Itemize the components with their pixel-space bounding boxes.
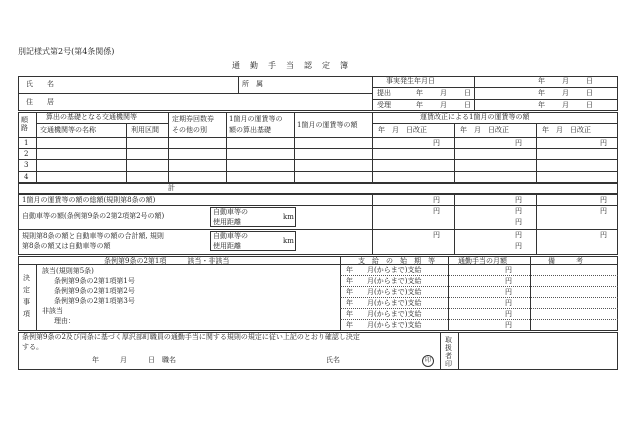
km-unit: km [283, 213, 294, 221]
row-number: 2 [24, 150, 29, 158]
km-unit: km [283, 237, 294, 245]
remarks-header: 備 考 [548, 257, 583, 265]
monthly-basis-label-1: 1箇月の運賃等の [229, 115, 283, 123]
reason-label: 理由： [54, 317, 75, 325]
event-day: 日 [586, 77, 593, 85]
ticket-label-1: 定期券回数券 [172, 115, 214, 123]
name-label: 氏 名 [26, 80, 54, 88]
yen-unit: 円 [505, 266, 512, 274]
rev2-year: 年 [538, 101, 545, 109]
yen-unit: 円 [433, 139, 440, 147]
dept-field[interactable] [296, 78, 370, 91]
submit-month: 月 [440, 89, 447, 97]
car-amount-label: 自動車等の額(条例第9条の2第2項第2号の額) [22, 212, 165, 220]
confirmation-statement-cont: する。 [22, 343, 43, 351]
car-distance-label: 自動車等の [213, 208, 248, 216]
row-number: 3 [24, 161, 29, 169]
pay-text: 年 月(からまで)支給 [346, 277, 422, 285]
date-title-line: 年 月 日 職名 [92, 356, 176, 364]
total-fare-label: 1箇月の運賃等の額の総額(規則第8条の額) [22, 196, 156, 204]
yen-unit: 円 [505, 310, 512, 318]
revised-date-2: 年 月 日改正 [460, 126, 509, 134]
rev-year: 年 [538, 89, 545, 97]
rev-month: 月 [562, 89, 569, 97]
combined-label-1: 規則第8条の額と自動車等の額の合計額, 規則 [22, 232, 164, 240]
accept-year: 年 [416, 101, 423, 109]
event-date-label: 事実発生年月日 [386, 77, 435, 85]
accept-label: 受理 [377, 101, 391, 109]
pay-text: 年 月(からまで)支給 [346, 288, 422, 296]
seal-mark: 印 [422, 355, 434, 367]
yen-unit: 円 [433, 231, 440, 239]
page-title: 通 勤 手 当 認 定 簿 [232, 61, 349, 70]
yen-unit: 円 [515, 207, 522, 215]
submit-label: 提出 [377, 89, 391, 97]
yen-unit: 円 [515, 242, 522, 250]
item-2-label: 条例第9条の2第1項第2号 [54, 287, 135, 295]
confirmation-statement: 条例第9条の2及び同条に基づく厚沢部町職員の通勤手当に関する規則の規定に従い上記のとおり確認し決定 [22, 333, 360, 341]
form-label: 別記様式第2号(第4条関係) [18, 47, 115, 56]
car-distance-label: 使用距離 [213, 242, 241, 250]
yen-unit: 円 [505, 288, 512, 296]
dept-label: 所 属 [242, 80, 263, 88]
car-distance-label: 自動車等の [213, 232, 248, 240]
yen-unit: 円 [600, 207, 607, 215]
pay-text: 年 月(からまで)支給 [346, 321, 422, 329]
row-number: 4 [24, 173, 29, 181]
accept-day: 日 [464, 101, 471, 109]
row-number: 1 [24, 139, 29, 147]
transport-name-label: 交通機関等の名称 [40, 126, 96, 134]
event-year: 年 [538, 77, 545, 85]
confirmer-stamp-area[interactable] [460, 334, 616, 368]
start-header: 支 給 の 始 期 等 [358, 257, 435, 265]
yen-unit: 円 [600, 139, 607, 147]
yen-unit: 円 [505, 321, 512, 329]
yen-unit: 円 [515, 196, 522, 204]
yen-unit: 円 [600, 231, 607, 239]
revised-date-1: 年 月 日改正 [378, 126, 427, 134]
revised-date-3: 年 月 日改正 [542, 126, 591, 134]
monthly-amount-label: 1箇月の運賃等の額 [297, 121, 358, 129]
item-1-label: 条例第9条の2第1項第1号 [54, 277, 135, 285]
rev2-day: 日 [586, 101, 593, 109]
yen-unit: 円 [515, 139, 522, 147]
rev-day: 日 [586, 89, 593, 97]
rev2-month: 月 [562, 101, 569, 109]
not-applicable-label: 非該当 [42, 307, 63, 315]
yen-unit: 円 [600, 196, 607, 204]
submit-year: 年 [416, 89, 423, 97]
revised-label: 運賃改正による1箇月の運賃等の額 [420, 113, 530, 121]
confirmer-stamp-label: 取扱者印 [445, 336, 452, 368]
yen-unit: 円 [515, 218, 522, 226]
address-field[interactable] [96, 96, 370, 109]
item-3-label: 条例第9条の2第1項第3号 [54, 297, 135, 305]
total-label: 計 [168, 184, 175, 192]
combined-label-2: 第8条の額又は自動車等の額 [22, 242, 111, 250]
yen-unit: 円 [505, 299, 512, 307]
name-field[interactable] [96, 78, 236, 91]
yen-unit: 円 [433, 207, 440, 215]
monthly-basis-label-2: 額の算出基礎 [229, 126, 271, 134]
pay-text: 年 月(からまで)支給 [346, 310, 422, 318]
total-row [18, 183, 618, 194]
address-label: 住 居 [26, 98, 54, 106]
submit-day: 日 [464, 89, 471, 97]
basis-label: 算出の基礎となる交通機関等 [46, 113, 137, 121]
order-label: 順路 [21, 116, 28, 132]
yen-unit: 円 [515, 231, 522, 239]
pay-text: 年 月(からまで)支給 [346, 299, 422, 307]
ticket-label-2: その他の別 [172, 126, 207, 134]
yen-unit: 円 [433, 196, 440, 204]
yen-unit: 円 [505, 277, 512, 285]
monthly-header: 通勤手当の月額 [458, 257, 507, 265]
decision-label: 決定事項 [23, 274, 30, 318]
applicable-header: 条例第9条の2第1項 該当・非該当 [104, 257, 230, 265]
signature-label: 氏名 [326, 356, 340, 364]
pay-text: 年 月(からまで)支給 [346, 266, 422, 274]
car-distance-label: 使用距離 [213, 218, 241, 226]
accept-month: 月 [440, 101, 447, 109]
event-month: 月 [562, 77, 569, 85]
section-label: 利用区間 [131, 126, 159, 134]
applicable-label: 該当(規則第5条) [42, 267, 94, 275]
